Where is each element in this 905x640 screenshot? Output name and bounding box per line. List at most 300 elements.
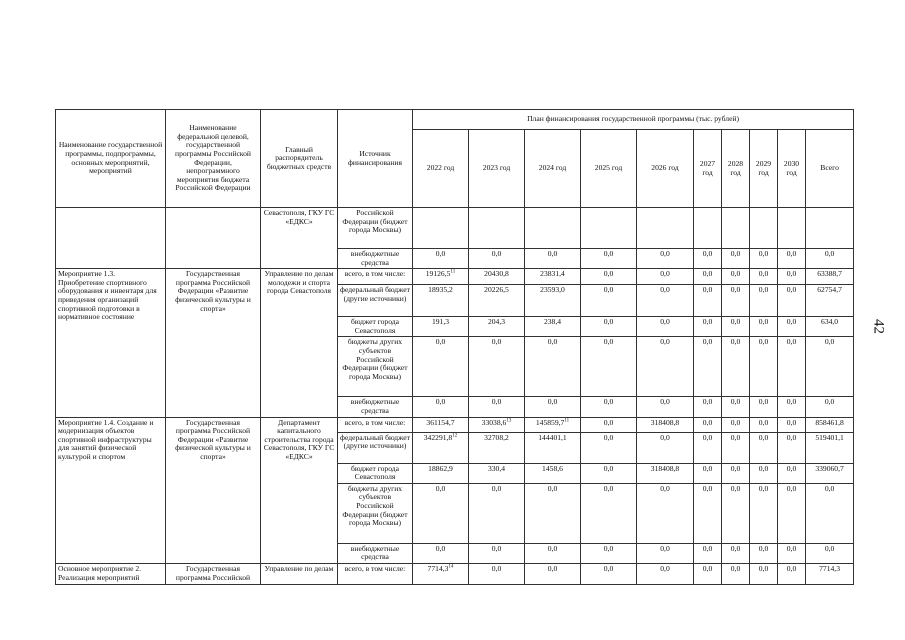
value: 63388,7 (817, 269, 842, 279)
value: 0,0 (786, 543, 797, 553)
value: 7714,3 (819, 563, 840, 573)
value: 0,0 (758, 337, 769, 347)
budget-manager: Управление по делам (261, 563, 338, 584)
value-cell (581, 337, 637, 397)
value: 0,0 (603, 432, 614, 442)
value-cell (806, 337, 854, 397)
value-cell (525, 463, 581, 483)
value: 19126,5 (425, 269, 451, 279)
budget-manager: Севастополя, ГКУ ГС «ЕДКС» (261, 208, 338, 269)
value-cell (694, 563, 722, 584)
value: 0,0 (702, 317, 713, 327)
value-cell (637, 397, 694, 417)
value: 0,0 (603, 337, 614, 347)
value-cell (750, 269, 778, 285)
header-year: 2022 год (413, 130, 469, 208)
value: 0,0 (758, 249, 769, 258)
funding-source: бюджет города Севастополя (338, 463, 413, 483)
value: 0,0 (730, 337, 741, 347)
value: 0,0 (730, 249, 741, 258)
value: 634,0 (821, 317, 839, 327)
value-cell (581, 543, 637, 563)
value-cell (750, 337, 778, 397)
value: 0,0 (547, 543, 558, 553)
value-cell (694, 249, 722, 269)
value: 318408,8 (650, 417, 680, 427)
value: 0,0 (702, 337, 713, 347)
header-year: 2027 год (694, 130, 722, 208)
value: 145859,7 (535, 417, 565, 427)
value-cell (413, 249, 469, 269)
value: 339060,7 (815, 463, 844, 473)
value: 0,0 (702, 432, 713, 442)
value: 0,0 (547, 397, 558, 407)
value: 0,0 (824, 543, 835, 553)
activity-name: Основное мероприятие 2. Реализация мероприятий (56, 563, 166, 584)
value-cell (637, 417, 694, 432)
value-cell (637, 337, 694, 397)
header-year: Всего (806, 130, 854, 208)
value: 0,0 (730, 483, 741, 493)
value-cell (469, 432, 525, 463)
value: 0,0 (603, 483, 614, 493)
value: 0,0 (435, 397, 446, 407)
value-cell (806, 317, 854, 337)
value-cell (806, 483, 854, 543)
value-cell (694, 317, 722, 337)
value: 0,0 (603, 317, 614, 327)
value: 0,0 (758, 483, 769, 493)
value: 0,0 (702, 397, 713, 407)
header-name: Наименование государственной программы, подпрограммы, основных мероприятий, мероприятий (56, 110, 166, 208)
value: 0,0 (660, 317, 670, 327)
value: 33038,6 (481, 417, 507, 427)
activity-name: Мероприятие 1.3. Приобретение спортивного оборудования и инвентаря для приведения организаций спортивной подготовки в нормативное состояние (56, 269, 166, 417)
value: 0,0 (758, 317, 769, 327)
footnote-mark: 12 (452, 433, 458, 439)
value: 0,0 (702, 563, 713, 573)
funding-source: всего, в том числе: (338, 269, 413, 285)
value-cell (637, 432, 694, 463)
value: 0,0 (603, 269, 614, 279)
value-cell (778, 269, 806, 285)
value: 0,0 (786, 249, 797, 258)
budget-manager: Департамент капитального строительства города Севастополя, ГКУ ГС «ЕДКС» (261, 417, 338, 563)
value-cell (778, 543, 806, 563)
value: 0,0 (786, 397, 797, 407)
value: 0,0 (660, 249, 670, 258)
header-year: 2026 год (637, 130, 694, 208)
value-cell (722, 285, 750, 317)
value: 0,0 (547, 249, 558, 258)
value: 0,0 (491, 483, 502, 493)
table-row (56, 417, 854, 432)
value-cell (637, 463, 694, 483)
value: 0,0 (603, 285, 614, 295)
value-cell (525, 269, 581, 285)
value: 191,3 (431, 317, 450, 327)
value: 0,0 (758, 432, 769, 442)
value: 0,0 (786, 269, 797, 279)
funding-source: всего, в том числе: (338, 563, 413, 584)
value-cell (413, 317, 469, 337)
value: 144401,1 (538, 432, 567, 442)
value-cell (469, 483, 525, 543)
value-cell (469, 463, 525, 483)
value: 0,0 (547, 483, 558, 493)
value: 0,0 (786, 417, 797, 427)
funding-source: всего, в том числе: (338, 417, 413, 432)
funding-source: внебюджетные средства (338, 249, 413, 269)
value: 0,0 (702, 463, 713, 473)
value: 0,0 (786, 285, 797, 295)
value-cell (694, 432, 722, 463)
value: 0,0 (491, 337, 502, 347)
funding-source: внебюджетные средства (338, 543, 413, 563)
value: 0,0 (702, 285, 713, 295)
value-cell (469, 337, 525, 397)
value: 0,0 (702, 543, 713, 553)
value: 0,0 (730, 317, 741, 327)
value-cell (722, 249, 750, 269)
table-row (56, 208, 854, 249)
value-cell (413, 397, 469, 417)
value: 330,4 (487, 463, 506, 473)
value-cell (778, 417, 806, 432)
value-cell (469, 249, 525, 269)
value: 0,0 (435, 543, 446, 553)
value-cell (469, 417, 525, 432)
value: 204,3 (487, 317, 506, 327)
value: 361154,7 (426, 417, 455, 427)
value-cell (525, 337, 581, 397)
page-number: 42 (870, 319, 887, 334)
program-name: Государственная программа Российской Федерации «Развитие физической культуры и спорта» (166, 417, 261, 563)
value-cell (581, 397, 637, 417)
value: 0,0 (758, 285, 769, 295)
value: 0,0 (435, 249, 446, 258)
value-cell (806, 417, 854, 432)
footnote-mark: 13 (506, 418, 512, 424)
value-cell (413, 269, 469, 285)
value: 20226,5 (484, 285, 509, 295)
activity-name-empty (56, 208, 166, 269)
funding-source: федеральный бюджет (другие источники) (338, 432, 413, 463)
value-cell (750, 543, 778, 563)
header-program: Наименование федеральной целевой, государственной программы Российской Федерации, непрограммного мероприятия бюджета Российской Федерации (166, 110, 261, 208)
funding-source: федеральный бюджет (другие источники) (338, 285, 413, 317)
footnote-mark: 14 (448, 564, 454, 570)
value-cell (778, 317, 806, 337)
header-source: Источник финансирования (338, 110, 413, 208)
value-cell (806, 563, 854, 584)
value: 1458,6 (542, 463, 563, 473)
value-cell (581, 563, 637, 584)
value: 0,0 (786, 317, 797, 327)
value: 0,0 (702, 483, 713, 493)
value-cell (581, 432, 637, 463)
value-cell (750, 249, 778, 269)
value: 0,0 (702, 269, 713, 279)
value-cell (778, 483, 806, 543)
value-cell (413, 208, 469, 249)
value-cell (806, 463, 854, 483)
value: 0,0 (660, 285, 670, 295)
value-cell (581, 317, 637, 337)
value-cell (806, 397, 854, 417)
value-cell (413, 337, 469, 397)
header-year: 2029 год (750, 130, 778, 208)
value-cell (637, 483, 694, 543)
value-cell (525, 417, 581, 432)
value-cell (581, 285, 637, 317)
value-cell (722, 269, 750, 285)
value-cell (778, 337, 806, 397)
value: 0,0 (702, 417, 713, 427)
value: 0,0 (786, 463, 797, 473)
value-cell (778, 397, 806, 417)
value-cell (806, 269, 854, 285)
value-cell (637, 543, 694, 563)
value: 0,0 (660, 483, 670, 493)
funding-source: бюджет города Севастополя (338, 317, 413, 337)
value: 0,0 (491, 397, 502, 407)
value-cell (637, 317, 694, 337)
footnote-mark: 11 (564, 418, 570, 424)
value-cell (694, 337, 722, 397)
value-cell (525, 317, 581, 337)
value: 0,0 (758, 563, 769, 573)
value: 0,0 (824, 249, 835, 258)
value-cell (525, 563, 581, 584)
value-cell (525, 432, 581, 463)
value: 0,0 (547, 337, 558, 347)
value-cell (750, 483, 778, 543)
value: 342291,8 (423, 432, 453, 442)
value: 0,0 (660, 432, 670, 442)
value: 0,0 (603, 249, 614, 258)
value-cell (413, 285, 469, 317)
value: 0,0 (660, 397, 670, 407)
value: 0,0 (660, 543, 670, 553)
value-cell (806, 543, 854, 563)
value-cell (722, 337, 750, 397)
value-cell (413, 417, 469, 432)
value-cell (413, 463, 469, 483)
value-cell (525, 397, 581, 417)
value-cell (413, 483, 469, 543)
value: 0,0 (547, 563, 558, 573)
value-cell (413, 543, 469, 563)
value-cell (750, 317, 778, 337)
value-cell (806, 208, 854, 249)
value-cell (750, 432, 778, 463)
value-cell (778, 285, 806, 317)
value: 18935,2 (428, 285, 453, 295)
value-cell (525, 249, 581, 269)
value-cell (469, 397, 525, 417)
value: 62754,7 (817, 285, 842, 295)
value-cell (722, 417, 750, 432)
value-cell (750, 397, 778, 417)
value-cell (581, 208, 637, 249)
header-manager: Главный распорядитель бюджетных средств (261, 110, 338, 208)
value-cell (469, 285, 525, 317)
value: 0,0 (603, 563, 614, 573)
value: 23831,4 (540, 269, 565, 279)
value: 0,0 (786, 563, 797, 573)
value: 858461,8 (815, 417, 844, 427)
value: 0,0 (730, 397, 741, 407)
funding-source: бюджеты других субъектов Российской Федерации (бюджет города Москвы) (338, 337, 413, 397)
header-year: 2023 год (469, 130, 525, 208)
value-cell (694, 483, 722, 543)
value: 0,0 (603, 543, 614, 553)
value-cell (469, 543, 525, 563)
value: 0,0 (603, 397, 614, 407)
value: 0,0 (758, 463, 769, 473)
value: 0,0 (786, 337, 797, 347)
value: 0,0 (824, 337, 835, 347)
value-cell (637, 269, 694, 285)
value: 0,0 (730, 285, 741, 295)
value-cell (750, 417, 778, 432)
value: 0,0 (491, 543, 502, 553)
value-cell (694, 285, 722, 317)
value: 519401,1 (815, 432, 844, 442)
value-cell (806, 285, 854, 317)
value-cell (750, 563, 778, 584)
value-cell (525, 543, 581, 563)
value-cell (637, 563, 694, 584)
value-cell (694, 397, 722, 417)
value-cell (637, 285, 694, 317)
funding-source: бюджеты других субъектов Российской Федерации (бюджет города Москвы) (338, 483, 413, 543)
activity-name: Мероприятие 1.4. Создание и модернизация объектов спортивной инфраструктуры для занятий физической культурой и спортом (56, 417, 166, 563)
value: 0,0 (730, 563, 741, 573)
value-cell (637, 249, 694, 269)
value-cell (722, 463, 750, 483)
value-cell (581, 463, 637, 483)
value-cell (722, 432, 750, 463)
value-cell (778, 208, 806, 249)
footnote-mark: 11 (450, 269, 456, 275)
value-cell (469, 563, 525, 584)
value-cell (722, 483, 750, 543)
value: 0,0 (824, 483, 835, 493)
value: 7714,3 (427, 563, 449, 573)
value: 0,0 (758, 417, 769, 427)
value-cell (806, 432, 854, 463)
value-cell (722, 563, 750, 584)
value: 0,0 (702, 249, 713, 258)
value: 0,0 (730, 269, 741, 279)
value-cell (525, 285, 581, 317)
value: 0,0 (786, 432, 797, 442)
value: 32708,2 (484, 432, 509, 442)
table-row (56, 269, 854, 285)
program-name-empty (166, 208, 261, 269)
value: 0,0 (660, 563, 670, 573)
value: 0,0 (491, 563, 502, 573)
value-cell (581, 269, 637, 285)
header-year: 2028 год (722, 130, 750, 208)
value: 318408,8 (650, 463, 680, 473)
financing-table (55, 109, 854, 585)
funding-source: внебюджетные средства (338, 397, 413, 417)
value: 0,0 (660, 337, 670, 347)
value: 20430,8 (484, 269, 509, 279)
value-cell (637, 208, 694, 249)
value: 23593,0 (540, 285, 565, 295)
value: 0,0 (824, 397, 835, 407)
value: 238,4 (543, 317, 562, 327)
value-cell (581, 249, 637, 269)
value-cell (750, 208, 778, 249)
value-cell (469, 269, 525, 285)
value: 0,0 (435, 483, 446, 493)
value: 0,0 (758, 397, 769, 407)
header-year: 2024 год (525, 130, 581, 208)
header-year: 2030 год (778, 130, 806, 208)
value-cell (581, 483, 637, 543)
header-plan-title: План финансирования государственной программы (тыс. рублей) (413, 110, 854, 130)
value: 0,0 (758, 543, 769, 553)
value: 0,0 (730, 432, 741, 442)
value-cell (694, 543, 722, 563)
header-year: 2025 год (581, 130, 637, 208)
value-cell (694, 208, 722, 249)
value-cell (525, 483, 581, 543)
value-cell (722, 543, 750, 563)
value-cell (694, 417, 722, 432)
value: 0,0 (491, 249, 502, 258)
value-cell (469, 317, 525, 337)
value-cell (525, 208, 581, 249)
value-cell (722, 397, 750, 417)
value: 0,0 (786, 483, 797, 493)
value-cell (750, 463, 778, 483)
value: 0,0 (730, 417, 741, 427)
value: 0,0 (730, 543, 741, 553)
funding-source: Российской Федерации (бюджет города Москвы) (338, 208, 413, 249)
program-name: Государственная программа Российской Федерации «Развитие физической культуры и спорта» (166, 269, 261, 417)
value-cell (778, 463, 806, 483)
program-name: Государственная программа Российской (166, 563, 261, 584)
value-cell (413, 563, 469, 584)
value-cell (778, 563, 806, 584)
value: 0,0 (758, 269, 769, 279)
value-cell (413, 432, 469, 463)
value: 0,0 (603, 463, 614, 473)
value-cell (778, 249, 806, 269)
value-cell (778, 432, 806, 463)
value-cell (694, 463, 722, 483)
value-cell (806, 249, 854, 269)
budget-manager: Управление по делам молодежи и спорта города Севастополя (261, 269, 338, 417)
value-cell (722, 317, 750, 337)
value-cell (581, 417, 637, 432)
value: 0,0 (730, 463, 741, 473)
value-cell (722, 208, 750, 249)
value-cell (469, 208, 525, 249)
value-cell (694, 269, 722, 285)
value: 18862,9 (428, 463, 453, 473)
value: 0,0 (603, 417, 614, 427)
table-row (56, 563, 854, 584)
value-cell (750, 285, 778, 317)
value: 0,0 (660, 269, 670, 279)
